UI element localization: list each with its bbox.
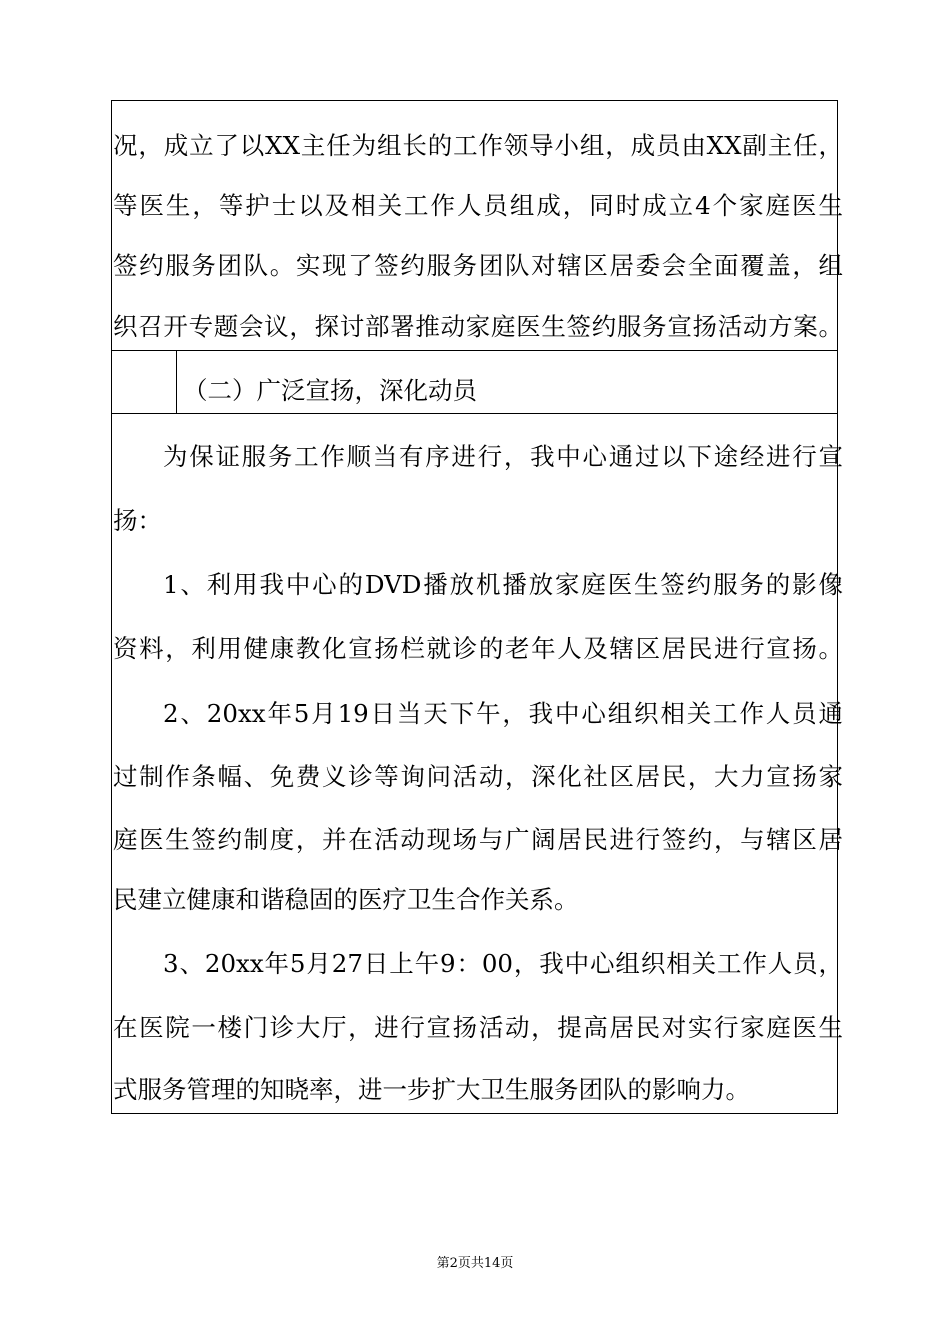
paragraph-line: 为保证服务工作顺当有序进行，我中心通过以下途经进行宣: [163, 442, 843, 471]
paragraph-line: 2、20xx年5月19日当天下午，我中心组织相关工作人员通: [163, 699, 843, 728]
paragraph-line: 织召开专题会议，探讨部署推动家庭医生签约服务宣扬活动方案。: [113, 312, 843, 341]
page-number-footer: 第2页共14页: [436, 1256, 514, 1271]
section-heading: （二）广泛宣扬，深化动员: [183, 376, 477, 405]
paragraph-line: 民建立健康和谐稳固的医疗卫生合作关系。: [113, 885, 579, 914]
paragraph-line: 等医生，等护士以及相关工作人员组成，同时成立4个家庭医生: [113, 191, 843, 220]
table-cell-heading-indent: [111, 350, 177, 414]
paragraph-line: 在医院一楼门诊大厅，进行宣扬活动，提高居民对实行家庭医生: [113, 1013, 843, 1042]
paragraph-line: 式服务管理的知晓率，进一步扩大卫生服务团队的影响力。: [113, 1075, 750, 1104]
paragraph-line: 1、利用我中心的DVD播放机播放家庭医生签约服务的影像: [163, 570, 843, 599]
paragraph-line: 3、20xx年5月27日上午9：00，我中心组织相关工作人员，: [163, 949, 843, 978]
paragraph-line: 签约服务团队。实现了签约服务团队对辖区居委会全面覆盖，组: [113, 251, 843, 280]
paragraph-line: 扬：: [113, 506, 162, 535]
paragraph-line: 况，成立了以XX主任为组长的工作领导小组，成员由XX副主任，: [113, 131, 843, 160]
paragraph-line: 庭医生签约制度，并在活动现场与广阔居民进行签约，与辖区居: [113, 825, 843, 854]
paragraph-line: 资料，利用健康教化宣扬栏就诊的老年人及辖区居民进行宣扬。: [113, 634, 843, 663]
paragraph-line: 过制作条幅、免费义诊等询问活动，深化社区居民，大力宣扬家: [113, 762, 843, 791]
